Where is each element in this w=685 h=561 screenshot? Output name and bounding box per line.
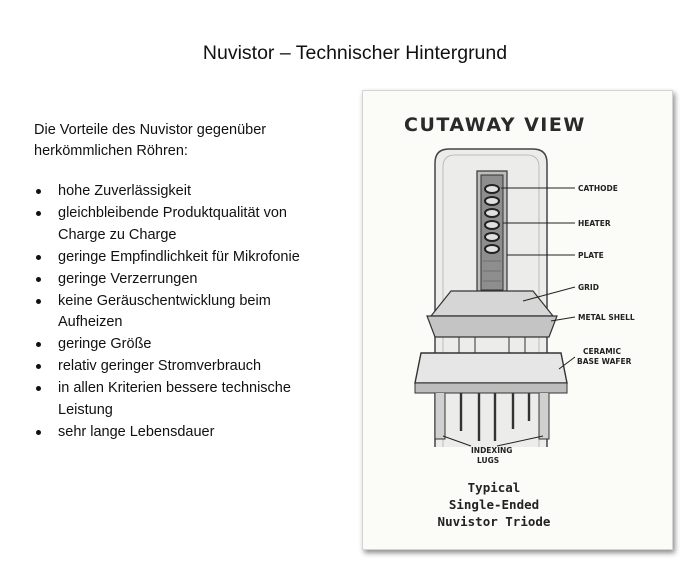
label-indexing: INDEXING [471, 446, 513, 455]
advantages-list [34, 181, 334, 444]
list-item: geringe Empfindlichkeit für Mikrofonie [34, 247, 334, 269]
intro-text: Die Vorteile des Nuvistor gegenüber herkömmlichen Röhren: [34, 122, 267, 159]
cutaway-diagram [363, 91, 672, 549]
caption-line-2: Single-Ended [448, 497, 540, 512]
cutaway-figure [362, 90, 673, 550]
label-metal-shell: METAL SHELL [578, 313, 635, 322]
figure-heading: CUTAWAY VIEW [404, 114, 586, 136]
list-item: geringe Größe [34, 334, 334, 356]
grid-support [431, 291, 553, 316]
metal-shell-ring [427, 316, 557, 337]
list-item: hohe Zuverlässigkeit [34, 181, 334, 203]
label-cathode: CATHODE [578, 184, 618, 193]
list-item: keine Geräuschentwicklung beim Aufheizen [34, 291, 334, 334]
label-heater: HEATER [578, 219, 611, 228]
label-lugs: LUGS [477, 456, 500, 465]
list-item: relativ geringer Stromverbrauch [34, 356, 334, 378]
label-grid: GRID [578, 283, 599, 292]
list-item: in allen Kriterien bessere technische Leistung [34, 378, 334, 421]
slide-title: Nuvistor – Technischer Hintergrund [202, 42, 508, 64]
list-item: gleichbleibende Produktqualität von Charge zu Charge [34, 203, 334, 246]
label-ceramic: CERAMIC [583, 347, 621, 356]
list-item: geringe Verzerrungen [34, 269, 334, 291]
ceramic-base-wafer [415, 353, 567, 383]
label-plate: PLATE [578, 251, 604, 260]
caption-line-3: Nuvistor Triode [437, 514, 551, 529]
caption-line-1: Typical [467, 480, 521, 495]
list-item: sehr lange Lebensdauer [34, 422, 334, 444]
label-base-wafer: BASE WAFER [577, 357, 632, 366]
